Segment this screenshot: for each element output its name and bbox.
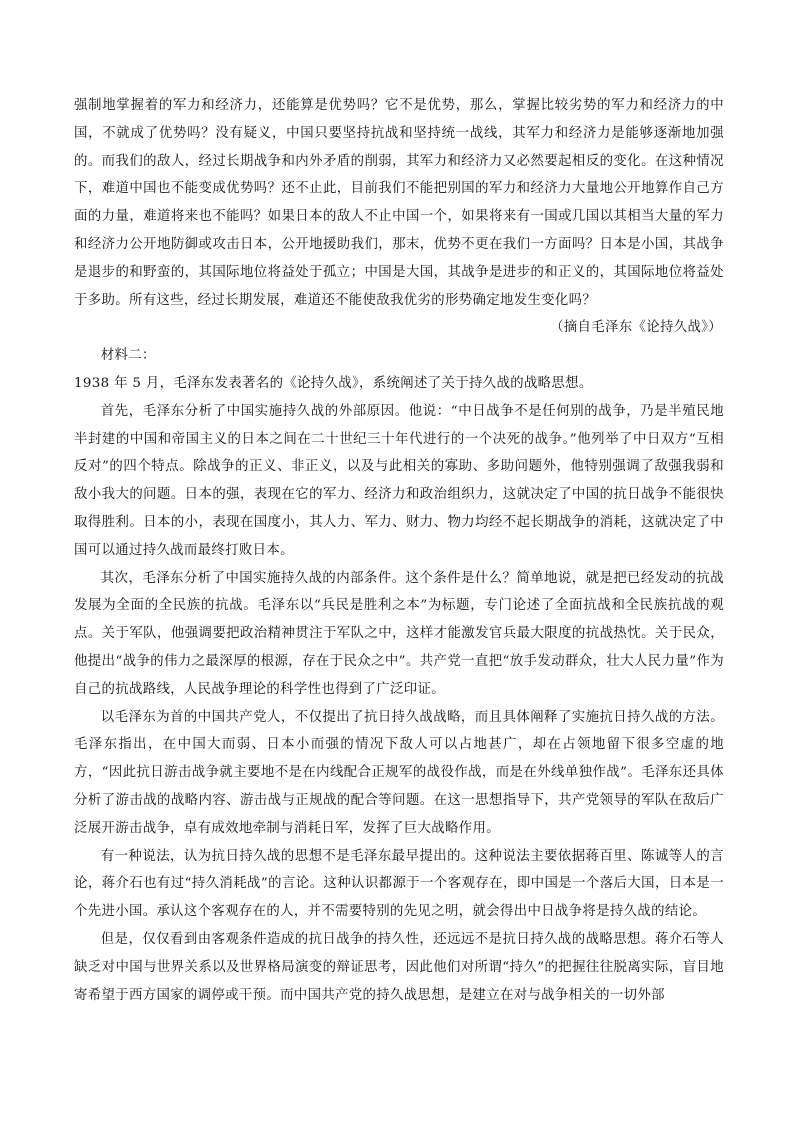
material-two-paragraph-4: 以毛泽东为首的中国共产党人，不仅提出了抗日持久战战略，而且具体阐释了实施抗日持久战的方法。毛泽东指出，在中国大而弱、日本小而强的情况下敌人可以占地甚广，却在占领地留下很多空虚的地方，“因此抗日游击战争就主要地不是在内线配合正规军的战役作战，而是在外线单独作战”。毛泽东还具体分析了游击战的战略内容、游击战与正规战的配合等问题。在这一思想指导下，共产党领导的军队在敌后广泛展开游击战争，卓有成效地牵制与消耗日军，发挥了巨大战略作用。 bbox=[74, 709, 724, 836]
material-two-paragraph-1: 1938 年 5 月，毛泽东发表著名的《论持久战》，系统阐述了关于持久战的战略思想。 bbox=[74, 375, 593, 391]
material-two-paragraph-3: 其次，毛泽东分析了中国实施持久战的内部条件。这个条件是什么？简单地说，就是把已经发动的抗战发展为全面的全民族的抗战。毛泽东以“兵民是胜利之本”为标题，专门论述了全面抗战和全民族抗战的观点。关于军队，他强调要把政治精神贯注于军队之中，这样才能激发官兵最大限度的抗战热忱。关于民众，他提出“战争的伟力之最深厚的根源，存在于民众之中”。共产党一直把“放手发动群众，壮大人民力量”作为自己的抗战路线，人民战争理论的科学性也得到了广泛印证。 bbox=[74, 570, 724, 697]
material-two-paragraph-6: 但是，仅仅看到由客观条件造成的抗日战争的持久性，还远远不是抗日持久战的战略思想。蒋介石等人缺乏对中国与世界关系以及世界格局演变的辩证思考，因此他们对所谓“持久”的把握往往脱离实际，盲目地寄希望于西方国家的调停或干预。而中国共产党的持久战思想，是建立在对与战争相关的一切外部 bbox=[74, 931, 724, 1003]
article-body bbox=[74, 92, 724, 1009]
material-one-source: （摘自毛泽东《论持久战》） bbox=[550, 320, 722, 336]
material-two-paragraph-2: 首先，毛泽东分析了中国实施持久战的外部原因。他说：“中日战争不是任何别的战争，乃是半殖民地半封建的中国和帝国主义的日本之间在二十世纪三十年代进行的一个决死的战争。”他列举了中日双方“互相反对”的四个特点。除战争的正义、非正义，以及与此相关的寡助、多助问题外，他特别强调了敌强我弱和敌小我大的问题。日本的强，表现在它的军力、经济力和政治组织力，这就决定了中国的抗日战争不能很快取得胜利。日本的小，表现在国度小，其人力、军力、财力、物力均经不起长期战争的消耗，这就决定了中国可以通过持久战而最终打败日本。 bbox=[74, 403, 724, 558]
material-two-label: 材料二： bbox=[100, 348, 156, 364]
material-one-paragraph: 强制地掌握着的军力和经济力，还能算是优势吗？它不是优势，那么，掌握比较劣势的军力和经济力的中国，不就成了优势吗？没有疑义，中国只要坚持抗战和坚持统一战线，其军力和经济力是能够逐渐地加强的。而我们的敌人，经过长期战争和内外矛盾的削弱，其军力和经济力又必然要起相反的变化。在这种情况下，难道中国也不能变成优势吗？还不止此，目前我们不能把别国的军力和经济力大量地公开地算作自己方面的力量，难道将来也不能吗？如果日本的敌人不止中国一个，如果将来有一国或几国以其相当大量的军力和经济力公开地防御或攻击日本，公开地援助我们，那末，优势不更在我们一方面吗？日本是小国，其战争是退步的和野蛮的，其国际地位将益处于孤立；中国是大国，其战争是进步的和正义的，其国际地位将益处于多助。所有这些，经过长期发展，难道还不能使敌我优劣的形势确定地发生变化吗？ bbox=[74, 98, 724, 308]
material-two-paragraph-5: 有一种说法，认为抗日持久战的思想不是毛泽东最早提出的。这种说法主要依据蒋百里、陈诚等人的言论，蒋介石也有过“持久消耗战”的言论。这种认识都源于一个客观存在，即中国是一个落后大国，日本是一个先进小国。承认这个客观存在的人，并不需要特别的先见之明，就会得出中日战争将是持久战的结论。 bbox=[74, 848, 724, 920]
